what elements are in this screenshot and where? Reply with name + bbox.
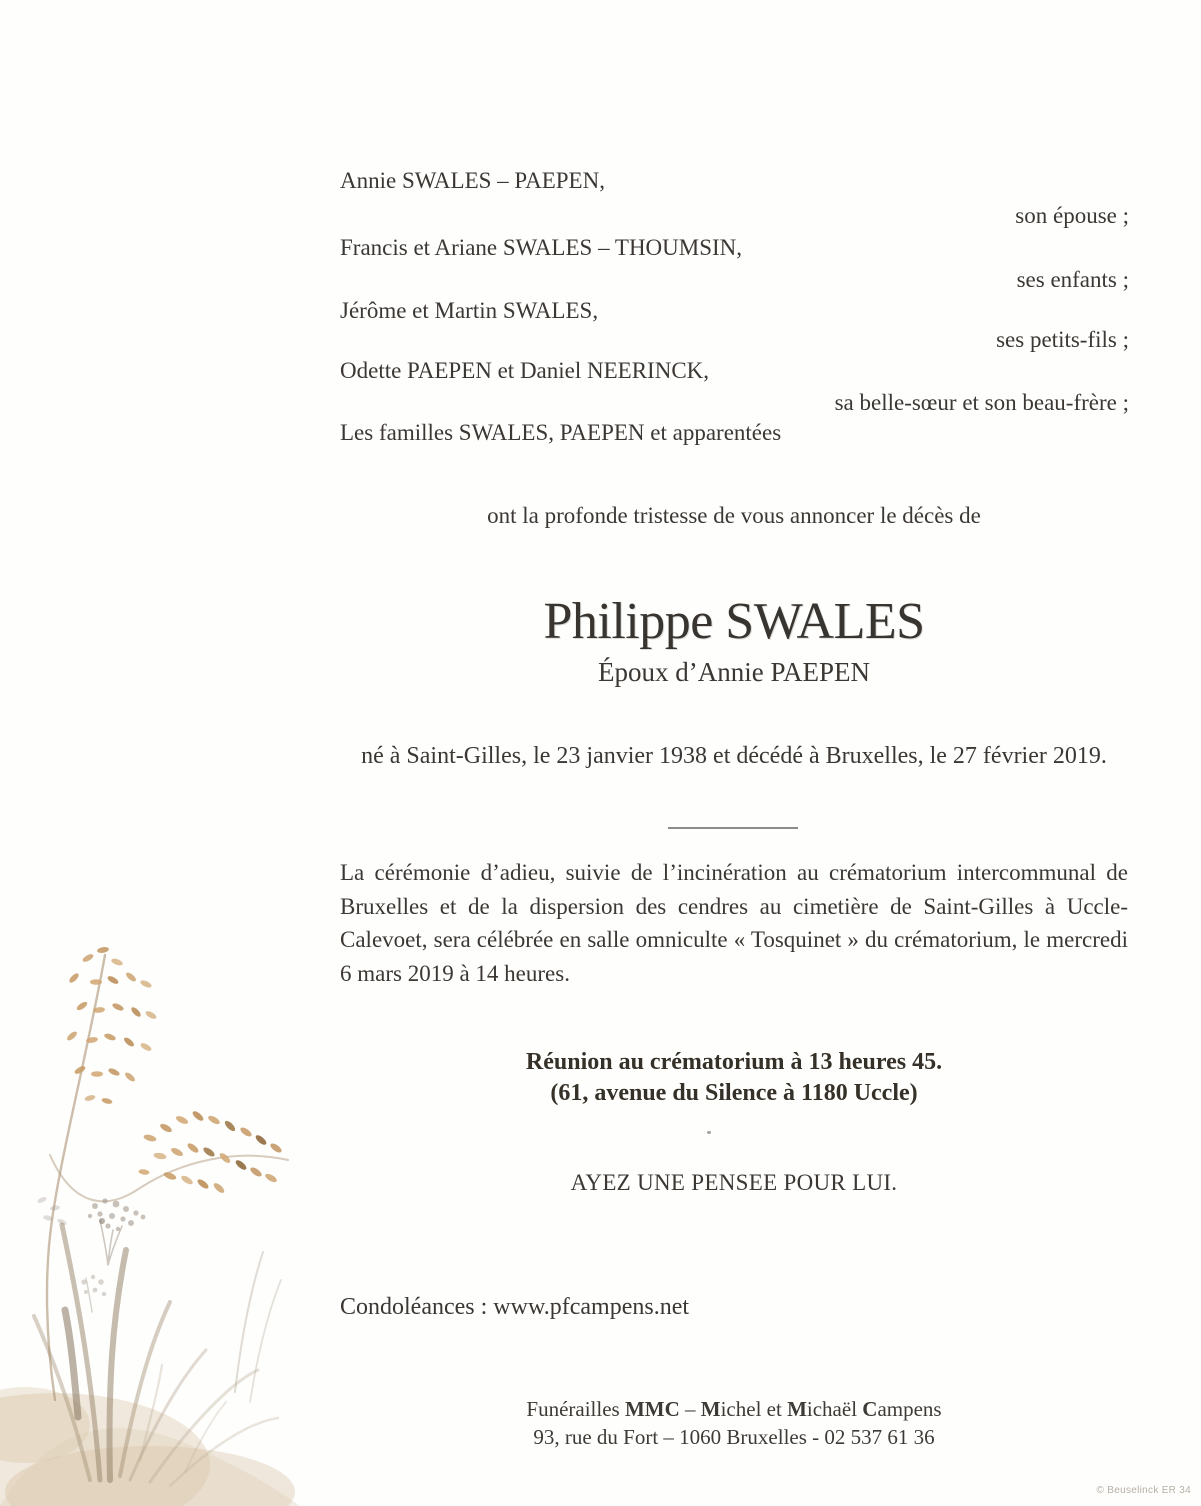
divider-rule bbox=[668, 827, 798, 829]
family-name-line: Annie SWALES – PAEPEN, bbox=[340, 168, 605, 193]
announcement-line: ont la profonde tristesse de vous annoncer le décès de bbox=[487, 503, 981, 528]
condolences-line: Condoléances : www.pfcampens.net bbox=[340, 1294, 690, 1320]
funeral-home-address-line: 93, rue du Fort – 1060 Bruxelles - 02 537 61 36 bbox=[533, 1425, 935, 1449]
family-name-line: Jérôme et Martin SWALES, bbox=[340, 298, 599, 323]
ground-wash bbox=[0, 1387, 300, 1506]
birth-death-line: né à Saint-Gilles, le 23 janvier 1938 et décédé à Bruxelles, le 27 février 2019. bbox=[361, 743, 1107, 769]
funeral-home-line: Funérailles MMC – Michel et Michaël Campens bbox=[526, 1397, 942, 1421]
thought-line: AYEZ UNE PENSEE POUR LUI. bbox=[570, 1170, 898, 1195]
family-name-line: Francis et Ariane SWALES – THOUMSIN, bbox=[340, 235, 743, 260]
oat-seeds-right bbox=[138, 1110, 283, 1195]
family-relation-line: son épouse ; bbox=[1015, 203, 1129, 228]
ink-speck bbox=[707, 1131, 711, 1134]
printer-watermark: © Beuselinck ER 34 bbox=[1096, 1485, 1191, 1496]
family-relation-line: sa belle-sœur et son beau-frère ; bbox=[834, 390, 1129, 415]
family-name-line: Les familles SWALES, PAEPEN et apparentées bbox=[340, 420, 782, 445]
family-name-line: Odette PAEPEN et Daniel NEERINCK, bbox=[340, 358, 710, 383]
deceased-name: Philippe SWALES bbox=[543, 593, 925, 650]
meeting-time-line: Réunion au crématorium à 13 heures 45. bbox=[525, 1049, 943, 1075]
ceremony-paragraph: La cérémonie d’adieu, suivie de l’incinération au crématorium intercommunal de Bruxelles et de la dispersion des cendres au cimetière de Saint-Gilles à Uccle-Calevoet, sera célébrée en salle omniculte « Tosquinet » du crématorium, le mercredi 6 mars 2019 à 14 heures. bbox=[340, 860, 1128, 986]
family-relation-line: ses enfants ; bbox=[1016, 267, 1129, 292]
watercolor-grass-illustration bbox=[0, 920, 300, 1506]
deceased-subtitle: Époux d’Annie PAEPEN bbox=[597, 657, 870, 687]
family-relation-line: ses petits-fils ; bbox=[996, 327, 1129, 352]
meeting-address-line: (61, avenue du Silence à 1180 Uccle) bbox=[550, 1080, 918, 1106]
